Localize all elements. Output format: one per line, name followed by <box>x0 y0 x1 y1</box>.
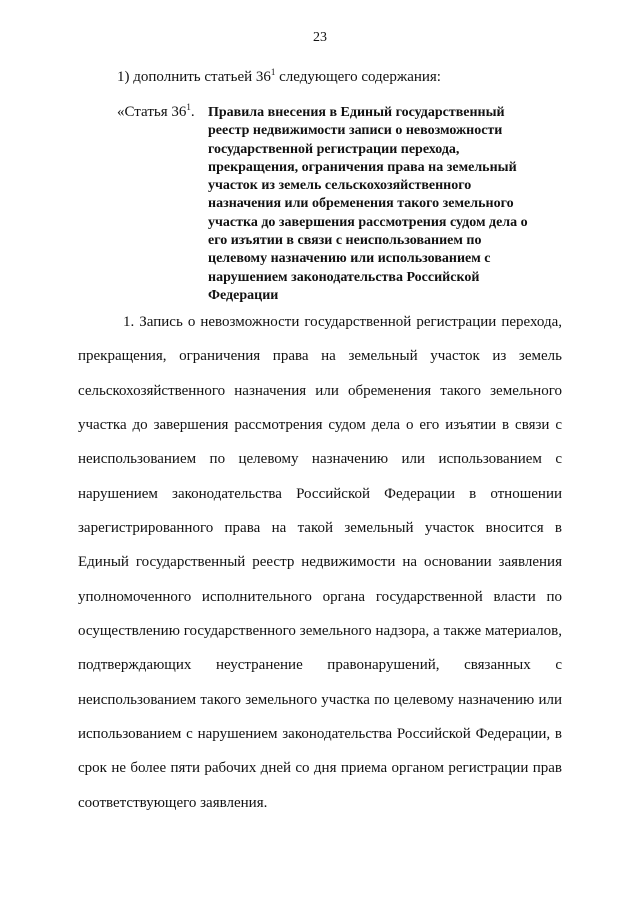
intro-superscript: 1 <box>270 67 276 77</box>
article-title-line: его изъятии в связи с неиспользованием по <box>208 233 482 249</box>
intro-text-after: следующего содержания: <box>275 69 441 85</box>
article-label-superscript: 1 <box>186 102 191 112</box>
paragraph-line: уполномоченного исполнительного органа государственной власти по <box>78 588 562 605</box>
paragraph-line: участка до завершения рассмотрения судом дела о его изъятии в связи с <box>78 417 562 434</box>
article-label <box>117 104 195 121</box>
article-title-line: прекращения, ограничения права на земельный <box>208 159 517 175</box>
article-label-before: «Статья 36 <box>117 104 187 120</box>
paragraph-line: нарушением законодательства Российской Федерации в отношении <box>78 485 562 502</box>
article-title-line: нарушением законодательства Российской <box>208 269 480 285</box>
article-title-line: Федерации <box>208 287 279 303</box>
paragraph-line: использованием с нарушением законодательства Российской Федерации, в <box>78 726 562 743</box>
article-title-line: Правила внесения в Единый государственный <box>208 105 505 120</box>
paragraph-line: неиспользованием такого земельного участка по целевому назначению или <box>78 691 562 708</box>
article-title-line: участка до завершения рассмотрения судом дела о <box>208 214 528 230</box>
article-title-line: назначения или обременения такого земельного <box>208 196 514 212</box>
article-title-line: участок из земель сельскохозяйственного <box>208 178 472 194</box>
intro-text-before: 1) дополнить статьей 36 <box>117 69 271 85</box>
paragraph-line: 1. Запись о невозможности государственной регистрации перехода, <box>123 314 562 330</box>
paragraph-line: неиспользованием по целевому назначению или использованием с <box>78 451 562 468</box>
amendment-intro <box>117 69 441 86</box>
article-title-line: государственной регистрации перехода, <box>208 141 460 157</box>
paragraph-line: прекращения, ограничения права на земельный участок из земель <box>78 348 562 365</box>
article-title-line: целевому назначению или использованием с <box>208 251 491 267</box>
paragraph-line: сельскохозяйственного назначения или обременения такого земельного <box>78 382 562 399</box>
paragraph-line: Единый государственный реестр недвижимости на основании заявления <box>78 554 562 571</box>
paragraph-line: соответствующего заявления. <box>78 794 268 811</box>
paragraph-line: срок не более пяти рабочих дней со дня приема органом регистрации прав <box>78 760 562 777</box>
article-title-line: реестр недвижимости записи о невозможности <box>208 123 503 139</box>
paragraph-line: зарегистрированного права на такой земельный участок вносится в <box>78 520 562 537</box>
article-title <box>208 104 568 305</box>
page-number: 23 <box>313 30 327 45</box>
paragraph-line: подтверждающих неустранение правонарушений, связанных с <box>78 657 562 674</box>
article-label-after: . <box>190 104 195 120</box>
paragraph-line: осуществлению государственного земельного надзора, а также материалов, <box>78 623 562 640</box>
article-paragraph-1 <box>78 311 562 826</box>
